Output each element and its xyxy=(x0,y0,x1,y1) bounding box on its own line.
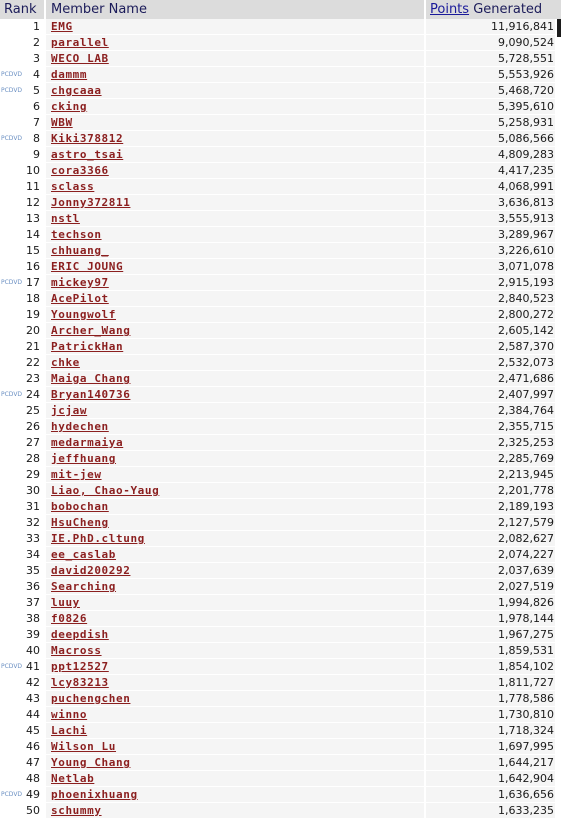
member-name-link[interactable]: medarmaiya xyxy=(51,436,124,449)
points-column-header xyxy=(430,0,542,19)
points-cell: 1,994,826 xyxy=(498,596,554,609)
points-cell: 4,809,283 xyxy=(498,148,554,161)
table-row xyxy=(0,323,561,339)
generated-label: Generated xyxy=(469,2,543,17)
points-cell: 1,811,727 xyxy=(498,676,554,689)
points-cell: 1,967,275 xyxy=(498,628,554,641)
rank-cell: 23 xyxy=(26,372,40,385)
table-row xyxy=(0,307,561,323)
table-row xyxy=(0,723,561,739)
rank-cell: 25 xyxy=(26,404,40,417)
team-badge-icon: PCDVD xyxy=(1,391,23,398)
table-row xyxy=(0,627,561,643)
member-name-link[interactable]: f0826 xyxy=(51,612,88,625)
points-cell: 11,916,841 xyxy=(491,20,554,33)
table-row xyxy=(0,803,561,819)
member-name-link[interactable]: chke xyxy=(51,356,80,369)
table-row xyxy=(0,483,561,499)
rank-cell: 31 xyxy=(26,500,40,513)
team-badge-icon: PCDVD xyxy=(1,279,23,286)
team-badge-icon: PCDVD xyxy=(1,791,23,798)
member-name-link[interactable]: Netlab xyxy=(51,772,95,785)
member-name-link[interactable]: Searching xyxy=(51,580,117,593)
rank-cell: 45 xyxy=(26,724,40,737)
rank-cell: 2 xyxy=(33,36,40,49)
points-cell: 5,086,566 xyxy=(498,132,554,145)
member-name-link[interactable]: chgcaaa xyxy=(51,84,102,97)
table-row xyxy=(0,67,561,83)
member-name-link[interactable]: AcePilot xyxy=(51,292,109,305)
points-cell: 2,384,764 xyxy=(498,404,554,417)
points-cell: 5,258,931 xyxy=(498,116,554,129)
table-row xyxy=(0,35,561,51)
member-name-link[interactable]: astro_tsai xyxy=(51,148,124,161)
name-cell-bg xyxy=(46,67,424,83)
table-row xyxy=(0,243,561,259)
rank-cell: 29 xyxy=(26,468,40,481)
points-cell: 2,532,073 xyxy=(498,356,554,369)
table-row xyxy=(0,419,561,435)
table-row xyxy=(0,291,561,307)
team-badge-icon: PCDVD xyxy=(1,663,23,670)
table-row xyxy=(0,787,561,803)
points-cell: 2,471,686 xyxy=(498,372,554,385)
table-row xyxy=(0,99,561,115)
points-cell: 3,289,967 xyxy=(498,228,554,241)
name-cell-bg xyxy=(46,771,424,787)
member-name-link[interactable]: Bryan140736 xyxy=(51,388,131,401)
rank-cell: 34 xyxy=(26,548,40,561)
rank-cell: 33 xyxy=(26,532,40,545)
member-name-link[interactable]: jcjaw xyxy=(51,404,88,417)
member-name-link[interactable]: Young Chang xyxy=(51,756,131,769)
table-row xyxy=(0,147,561,163)
name-cell-bg xyxy=(46,611,424,627)
member-name-link[interactable]: luuy xyxy=(51,596,80,609)
member-name-link[interactable]: winno xyxy=(51,708,88,721)
table-row xyxy=(0,259,561,275)
points-cell: 1,859,531 xyxy=(498,644,554,657)
table-row xyxy=(0,131,561,147)
table-row xyxy=(0,739,561,755)
member-name-link[interactable]: PatrickHan xyxy=(51,340,124,353)
points-cell: 5,553,926 xyxy=(498,68,554,81)
table-row xyxy=(0,579,561,595)
name-cell-bg xyxy=(46,355,424,371)
rank-cell: 41 xyxy=(26,660,40,673)
points-cell: 2,074,227 xyxy=(498,548,554,561)
rank-cell: 48 xyxy=(26,772,40,785)
member-name-link[interactable]: EMG xyxy=(51,20,73,33)
points-cell: 1,854,102 xyxy=(498,660,554,673)
table-row xyxy=(0,499,561,515)
table-row xyxy=(0,83,561,99)
rank-cell: 5 xyxy=(33,84,40,97)
name-cell-bg xyxy=(46,99,424,115)
member-name-link[interactable]: cora3366 xyxy=(51,164,109,177)
table-row xyxy=(0,275,561,291)
rank-cell: 27 xyxy=(26,436,40,449)
points-cell: 2,800,272 xyxy=(498,308,554,321)
team-badge-icon: PCDVD xyxy=(1,135,23,142)
rank-cell: 9 xyxy=(33,148,40,161)
member-name-link[interactable]: Lachi xyxy=(51,724,88,737)
table-row xyxy=(0,515,561,531)
rank-cell: 15 xyxy=(26,244,40,257)
rank-cell: 37 xyxy=(26,596,40,609)
name-cell-bg xyxy=(46,707,424,723)
table-row xyxy=(0,403,561,419)
rank-cell: 44 xyxy=(26,708,40,721)
points-cell: 1,697,995 xyxy=(498,740,554,753)
points-cell: 4,417,235 xyxy=(498,164,554,177)
rank-cell: 28 xyxy=(26,452,40,465)
points-cell: 9,090,524 xyxy=(498,36,554,49)
points-cell: 2,037,639 xyxy=(498,564,554,577)
table-row xyxy=(0,691,561,707)
member-name-link[interactable]: nstl xyxy=(51,212,80,225)
points-cell: 2,027,519 xyxy=(498,580,554,593)
points-cell: 1,644,217 xyxy=(498,756,554,769)
rank-cell: 3 xyxy=(33,52,40,65)
header-divider xyxy=(424,0,426,19)
points-cell: 2,587,370 xyxy=(498,340,554,353)
points-cell: 1,636,656 xyxy=(498,788,554,801)
points-cell: 2,127,579 xyxy=(498,516,554,529)
table-body xyxy=(0,19,561,819)
points-cell: 2,325,253 xyxy=(498,436,554,449)
rank-cell: 46 xyxy=(26,740,40,753)
member-name-link[interactable]: david200292 xyxy=(51,564,131,577)
member-name-link[interactable]: phoenixhuang xyxy=(51,788,138,801)
table-row xyxy=(0,51,561,67)
rank-cell: 17 xyxy=(26,276,40,289)
table-row xyxy=(0,195,561,211)
member-name-link[interactable]: WECO LAB xyxy=(51,52,109,65)
points-cell: 1,642,904 xyxy=(498,772,554,785)
points-cell: 2,407,997 xyxy=(498,388,554,401)
member-name-link[interactable]: schummy xyxy=(51,804,102,817)
team-badge-icon: PCDVD xyxy=(1,87,23,94)
member-name-link[interactable]: bobochan xyxy=(51,500,109,513)
points-cell: 1,778,586 xyxy=(498,692,554,705)
member-name-link[interactable]: hydechen xyxy=(51,420,109,433)
points-cell: 2,189,193 xyxy=(498,500,554,513)
rank-cell: 36 xyxy=(26,580,40,593)
rank-cell: 6 xyxy=(33,100,40,113)
rank-cell: 22 xyxy=(26,356,40,369)
rank-cell: 12 xyxy=(26,196,40,209)
table-row xyxy=(0,355,561,371)
member-name-link[interactable]: jeffhuang xyxy=(51,452,117,465)
points-cell: 1,978,144 xyxy=(498,612,554,625)
rank-cell: 13 xyxy=(26,212,40,225)
points-cell: 5,395,610 xyxy=(498,100,554,113)
points-cell: 5,468,720 xyxy=(498,84,554,97)
member-name-link[interactable]: Liao, Chao-Yaug xyxy=(51,484,160,497)
member-name-link[interactable]: cking xyxy=(51,100,88,113)
member-name-link[interactable]: IE.PhD.cltung xyxy=(51,532,145,545)
table-row xyxy=(0,467,561,483)
name-cell-bg xyxy=(46,467,424,483)
member-name-link[interactable]: sclass xyxy=(51,180,95,193)
points-cell: 3,636,813 xyxy=(498,196,554,209)
member-name-column-header: Member Name xyxy=(51,2,147,17)
member-name-link[interactable]: dammm xyxy=(51,68,88,81)
member-name-link[interactable]: deepdish xyxy=(51,628,109,641)
rank-cell: 20 xyxy=(26,324,40,337)
rank-cell: 40 xyxy=(26,644,40,657)
rank-cell: 35 xyxy=(26,564,40,577)
name-cell-bg xyxy=(46,211,424,227)
table-row xyxy=(0,179,561,195)
member-name-link[interactable]: lcy83213 xyxy=(51,676,109,689)
rank-cell: 24 xyxy=(26,388,40,401)
rank-cell: 26 xyxy=(26,420,40,433)
points-cell: 2,213,945 xyxy=(498,468,554,481)
table-row xyxy=(0,371,561,387)
rank-cell: 39 xyxy=(26,628,40,641)
points-cell: 2,082,627 xyxy=(498,532,554,545)
name-cell-bg xyxy=(46,803,424,819)
member-name-link[interactable]: chhuang_ xyxy=(51,244,109,257)
table-row xyxy=(0,643,561,659)
member-name-link[interactable]: Archer_Wang xyxy=(51,324,131,337)
table-row xyxy=(0,675,561,691)
rank-cell: 11 xyxy=(26,180,40,193)
rank-cell: 16 xyxy=(26,260,40,273)
points-cell: 2,840,523 xyxy=(498,292,554,305)
points-sort-link[interactable]: Points xyxy=(430,2,470,17)
member-name-link[interactable]: parallel xyxy=(51,36,109,49)
name-cell-bg xyxy=(46,179,424,195)
table-row xyxy=(0,19,561,35)
points-cell: 1,730,810 xyxy=(498,708,554,721)
name-cell-bg xyxy=(46,723,424,739)
member-name-link[interactable]: Youngwolf xyxy=(51,308,117,321)
table-row xyxy=(0,595,561,611)
member-name-link[interactable]: Kiki378812 xyxy=(51,132,124,145)
rank-cell: 43 xyxy=(26,692,40,705)
points-cell: 1,633,235 xyxy=(498,804,554,817)
points-cell: 5,728,551 xyxy=(498,52,554,65)
table-row xyxy=(0,547,561,563)
rank-cell: 38 xyxy=(26,612,40,625)
rank-cell: 50 xyxy=(26,804,40,817)
table-row xyxy=(0,435,561,451)
rank-cell: 30 xyxy=(26,484,40,497)
rank-cell: 47 xyxy=(26,756,40,769)
table-row xyxy=(0,531,561,547)
member-name-link[interactable]: mickey97 xyxy=(51,276,109,289)
rank-cell: 10 xyxy=(26,164,40,177)
name-cell-bg xyxy=(46,227,424,243)
rank-cell: 32 xyxy=(26,516,40,529)
member-name-link[interactable]: Wilson Lu xyxy=(51,740,117,753)
rank-cell: 21 xyxy=(26,340,40,353)
team-badge-icon: PCDVD xyxy=(1,71,23,78)
points-cell: 2,355,715 xyxy=(498,420,554,433)
member-name-link[interactable]: HsuCheng xyxy=(51,516,109,529)
rank-cell: 18 xyxy=(26,292,40,305)
points-cell: 2,605,142 xyxy=(498,324,554,337)
name-cell-bg xyxy=(46,83,424,99)
table-row xyxy=(0,387,561,403)
rank-cell: 4 xyxy=(33,68,40,81)
table-row xyxy=(0,659,561,675)
table-row xyxy=(0,211,561,227)
rank-cell: 14 xyxy=(26,228,40,241)
table-row xyxy=(0,115,561,131)
table-header xyxy=(0,0,561,19)
points-cell: 3,226,610 xyxy=(498,244,554,257)
table-row xyxy=(0,755,561,771)
member-name-link[interactable]: techson xyxy=(51,228,102,241)
header-divider xyxy=(44,0,46,19)
points-cell: 2,201,778 xyxy=(498,484,554,497)
table-row xyxy=(0,163,561,179)
member-name-link[interactable]: WBW xyxy=(51,116,73,129)
table-row xyxy=(0,339,561,355)
table-row xyxy=(0,611,561,627)
member-name-link[interactable]: ee_caslab xyxy=(51,548,117,561)
table-row xyxy=(0,707,561,723)
name-cell-bg xyxy=(46,19,424,35)
name-cell-bg xyxy=(46,595,424,611)
rank-cell: 8 xyxy=(33,132,40,145)
name-cell-bg xyxy=(46,403,424,419)
name-cell-bg xyxy=(46,115,424,131)
table-row xyxy=(0,227,561,243)
member-name-link[interactable]: Macross xyxy=(51,644,102,657)
member-name-link[interactable]: Maiga Chang xyxy=(51,372,131,385)
member-name-link[interactable]: puchengchen xyxy=(51,692,131,705)
member-name-link[interactable]: ppt12527 xyxy=(51,660,109,673)
member-name-link[interactable]: mit-jew xyxy=(51,468,102,481)
points-cell: 4,068,991 xyxy=(498,180,554,193)
member-name-link[interactable]: ERIC JOUNG xyxy=(51,260,124,273)
points-cell: 3,555,913 xyxy=(498,212,554,225)
points-cell: 1,718,324 xyxy=(498,724,554,737)
points-cell: 2,915,193 xyxy=(498,276,554,289)
table-row xyxy=(0,563,561,579)
table-row xyxy=(0,451,561,467)
rank-cell: 1 xyxy=(33,20,40,33)
points-cell: 2,285,769 xyxy=(498,452,554,465)
rank-cell: 42 xyxy=(26,676,40,689)
rank-cell: 19 xyxy=(26,308,40,321)
rank-cell: 7 xyxy=(33,116,40,129)
points-cell: 3,071,078 xyxy=(498,260,554,273)
table-row xyxy=(0,771,561,787)
member-name-link[interactable]: Jonny372811 xyxy=(51,196,131,209)
rank-column-header: Rank xyxy=(4,2,37,17)
name-cell-bg xyxy=(46,643,424,659)
rank-cell: 49 xyxy=(26,788,40,801)
